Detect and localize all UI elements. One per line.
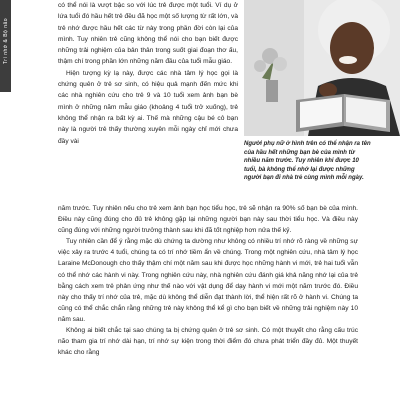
body-paragraph-3: Không ai biết chắc tại sao chúng ta bị chứng quên ở trẻ sơ sinh. Có một thuyết cho rằng cấu trúc não tham gia trí nhớ dài hạn, trí nhớ sự kiện trong thời điểm đó chưa phát triển đầy đủ. Một thuyết khác cho rằng	[58, 327, 358, 357]
photo-woman-reading-image	[244, 0, 400, 136]
body-paragraph-2: Tuy nhiên cần để ý rằng mặc dù chứng ta dường như không có nhiều trí nhớ rõ ràng về những sự việc xảy ra trước 4 tuổi, chúng ta có trí nhớ tiềm ẩn về chúng. Trong một nghiên cứu, nhà tâm lý học Laraine McDonough cho thấy thậm chí một năm sau khi được học những hành vi mới, trẻ hai tuổi vẫn có thể nhớ các hành vi này. Trong nghiên cứu này, nhà nghiên cứu đánh giá khả năng nhớ lại của trẻ bằng cách xem trẻ phản ứng như thế nào với vật dụng để dạy hành vi mới một năm trước đó. Điều này cho thấy trí nhớ của trẻ, mặc dù không thể diễn đạt thành lời, thể hiện rất rõ ở hành vi. Chúng ta cũng có thể chắc chắn rằng những trẻ này không thể kể gì cho bạn biết về những trải nghiệm này 10 năm sau.	[58, 238, 358, 323]
column-paragraph-1: có thể nói là vượt bậc so với lúc trẻ được một tuổi. Ví dụ ở lứa tuổi đó hầu hết trẻ đều đã học một số lượng từ rất lớn, và trẻ nhớ được hầu hết các từ này trong phần đời còn lại của mình. Tuy nhiên trẻ cũng không thể nói cho bạn biết được những trải nghiệm của bản thân trong suốt giai đoạn thơ ấu, thậm chí trong phần lớn những năm đầu của tuổi mẫu giáo.	[58, 2, 238, 66]
photo-caption: Người phụ nữ ở hình trên có thể nhận ra tên của hầu hết những bạn bè của mình từ nhiều năm trước. Tuy nhiên khi được 10 tuổi, bà không thể nhớ lại được những người bạn đi nhà trẻ cùng mình mỗi ngày.	[244, 141, 371, 182]
column-paragraph-2: Hiện tượng kỳ lạ này, được các nhà tâm lý học gọi là chứng quên ở trẻ sơ sinh, có hiệu quả mạnh đến mức khi các nhà nghiên cứu cho trẻ 9 và 10 tuổi xem ảnh bạn bè mình ở những năm mẫu giáo (khoảng 4 tuổi trở xuống), trẻ không thể nhận ra bất kỳ ai. Thế mà những cậu bé cô bạn này là người trẻ thấy thường xuyên mỗi ngày chỉ mới chưa đầy vài	[58, 69, 238, 145]
body-text	[58, 203, 358, 358]
photo-woman-reading	[244, 0, 400, 136]
body-paragraph-1: năm trước. Tuy nhiên nếu cho trẻ xem ảnh bạn học tiểu học, trẻ sẽ nhận ra 90% số bạn bè của mình. Điều này cũng đúng cho đủ trẻ không gặp lại những người bạn này sau thời tiểu học. Và điều này cũng đúng với những người trưởng thành sau khi đã tốt nghiệp hơn nửa thế kỷ.	[58, 205, 358, 235]
section-side-tab	[0, 0, 11, 92]
section-side-tab-label: Trí nhớ & Bộ não	[3, 17, 9, 65]
text-column	[58, 0, 238, 147]
